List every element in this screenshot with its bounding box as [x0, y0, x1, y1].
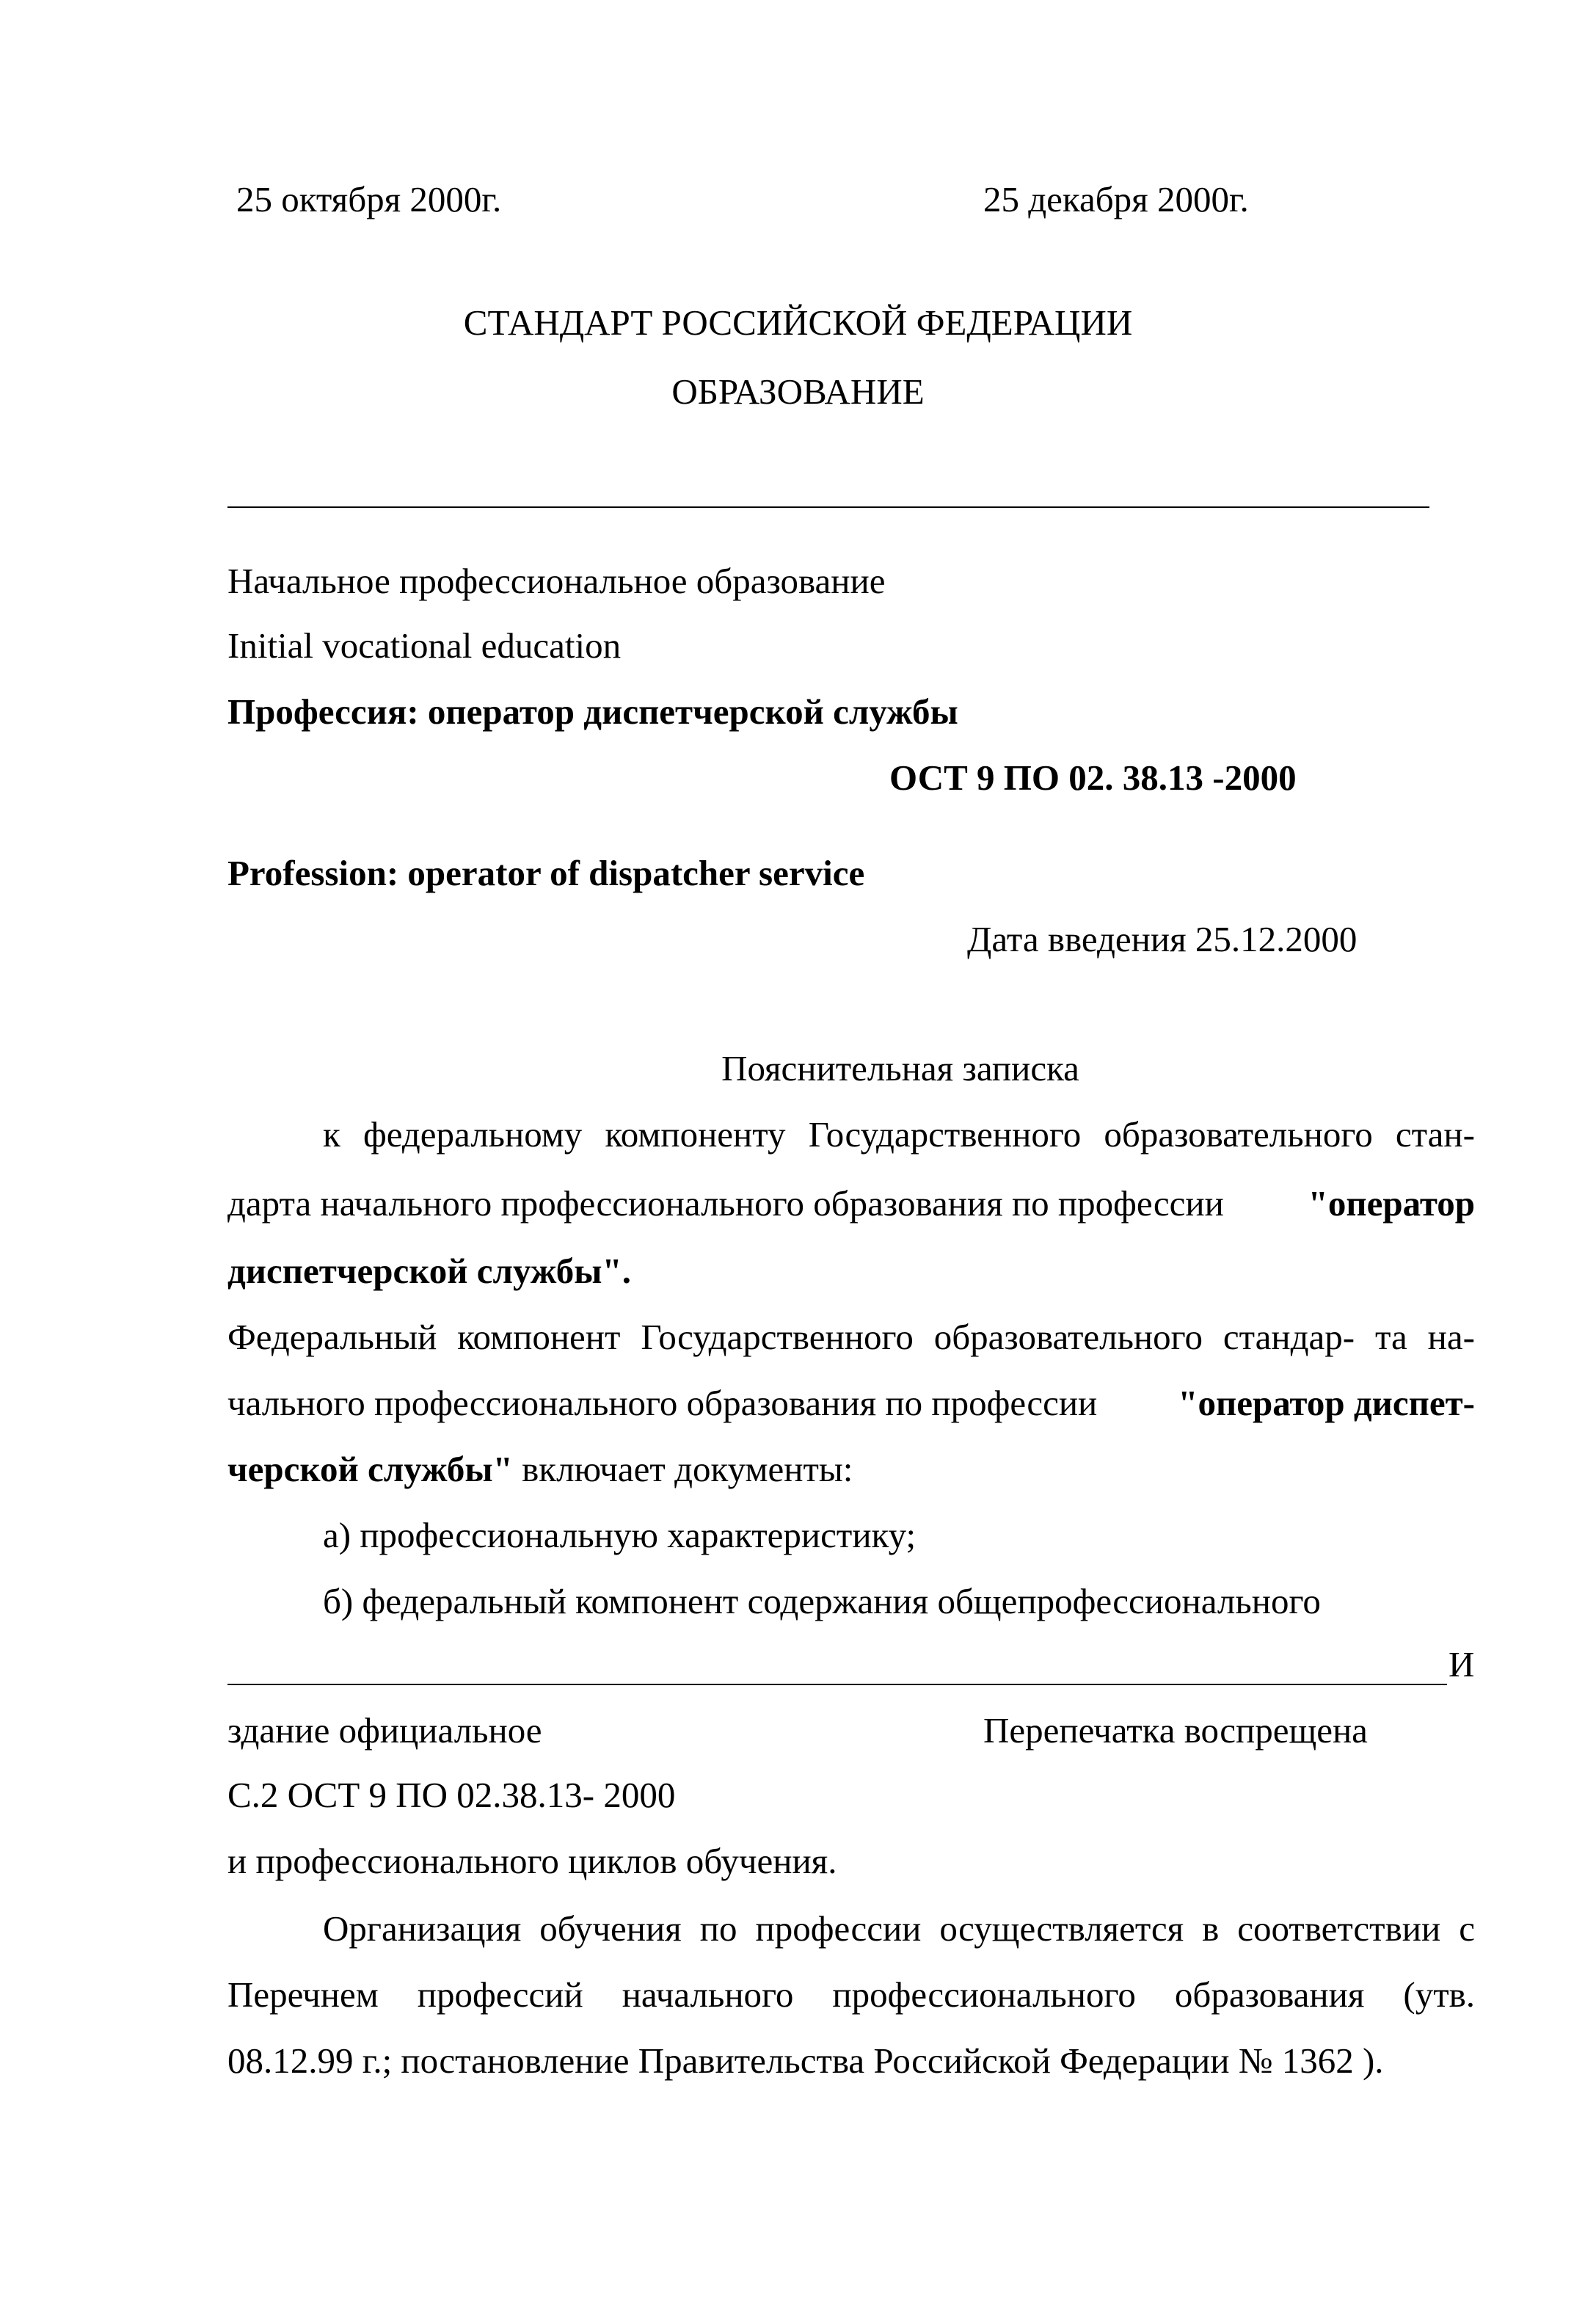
level-en: Initial vocational education [227, 625, 622, 666]
note-paragraph2-line2-text: чального профессионального образования по профессии [227, 1383, 1098, 1423]
level-ru: Начальное профессиональное образование [227, 561, 886, 601]
note-paragraph2-line2 [227, 1383, 1475, 1424]
p3-line1-word: соответствии [1237, 1908, 1441, 1949]
note-p1-line1-word: образовательного [1104, 1114, 1373, 1155]
note-p2-line1-word: Федеральный [227, 1317, 437, 1357]
edge-letter: И [1449, 1644, 1475, 1684]
profession-name-emphasis-2: "оператор диспет- [1178, 1383, 1475, 1423]
note-p2-line1-word: образовательного [933, 1317, 1203, 1357]
p3-line1-word: в [1202, 1908, 1220, 1949]
profession-name-emphasis-3: черской службы" [227, 1449, 513, 1489]
footer-official-edition: здание официальное [227, 1710, 542, 1751]
note-p2-line1-word: та [1375, 1317, 1407, 1357]
paragraph3-line3: 08.12.99 г.; постановление Правительства Российской Федерации № 1362 ). [227, 2040, 1384, 2081]
p3-line1-word: по [699, 1908, 737, 1949]
standard-subtitle: ОБРАЗОВАНИЕ [671, 371, 925, 412]
standard-code: ОСТ 9 ПО 02. 38.13 -2000 [889, 757, 1297, 798]
p3-line2-word: профессионального [832, 1974, 1136, 2015]
note-paragraph1-line1 [323, 1114, 1475, 1155]
note-heading: Пояснительная записка [721, 1048, 1079, 1088]
intro-date: Дата введения 25.12.2000 [967, 919, 1358, 959]
p3-line1-word: обучения [539, 1908, 682, 1949]
note-paragraph2-line3 [227, 1449, 853, 1490]
p3-line2-word: профессий [417, 1974, 583, 2015]
bottom-divider [227, 1684, 1447, 1685]
date-effective: 25 декабря 2000г. [983, 179, 1249, 219]
note-p2-line1-word: Государственного [641, 1317, 914, 1357]
p3-line2-word: начального [622, 1974, 794, 2015]
top-divider [227, 506, 1429, 508]
list-item-a: а) профессиональную характеристику; [323, 1515, 917, 1555]
paragraph3-line2 [227, 1974, 1475, 2015]
note-paragraph1-line2-text: дарта начального профессионального образования по профессии [227, 1183, 1224, 1224]
p3-line1-word: профессии [755, 1908, 922, 1949]
running-header: С.2 ОСТ 9 ПО 02.38.13- 2000 [227, 1775, 676, 1815]
profession-en: Profession: operator of dispatcher service [227, 853, 865, 893]
note-p1-line1-word: федеральному [362, 1114, 583, 1155]
standard-title: СТАНДАРТ РОССИЙСКОЙ ФЕДЕРАЦИИ [463, 302, 1133, 343]
p3-line2-word: (утв. [1403, 1974, 1475, 2015]
note-p2-line1-word: на- [1427, 1317, 1475, 1357]
p3-line2-word: Перечнем [227, 1974, 379, 2015]
p3-line1-word: с [1459, 1908, 1475, 1949]
p3-line1-word: Организация [323, 1908, 522, 1949]
profession-name-emphasis: "оператор [1308, 1183, 1475, 1224]
note-p2-line1-word: стандар- [1222, 1317, 1355, 1357]
note-paragraph2-line1 [227, 1317, 1475, 1358]
profession-ru: Профессия: оператор диспетчерской службы [227, 691, 958, 732]
p3-line2-word: образования [1174, 1974, 1365, 2015]
date-approved: 25 октября 2000г. [236, 179, 502, 219]
note-p1-line1-word: Государственного [808, 1114, 1082, 1155]
note-p1-line1-word: к [323, 1114, 340, 1155]
note-p2-line1-word: компонент [457, 1317, 621, 1357]
list-item-b: б) федеральный компонент содержания общепрофессионального [323, 1581, 1321, 1621]
note-paragraph1-line3: диспетчерской службы". [227, 1251, 631, 1291]
p3-line1-word: осуществляется [939, 1908, 1184, 1949]
note-p1-line1-word: компоненту [605, 1114, 786, 1155]
continuation-line: и профессионального циклов обучения. [227, 1841, 837, 1881]
note-paragraph2-line3-text: включает документы: [512, 1449, 853, 1489]
footer-reprint-prohibited: Перепечатка воспрещена [983, 1710, 1368, 1751]
paragraph3-line1 [323, 1908, 1475, 1949]
note-p1-line1-word: стан- [1395, 1114, 1475, 1155]
note-paragraph1-line2 [227, 1183, 1475, 1224]
